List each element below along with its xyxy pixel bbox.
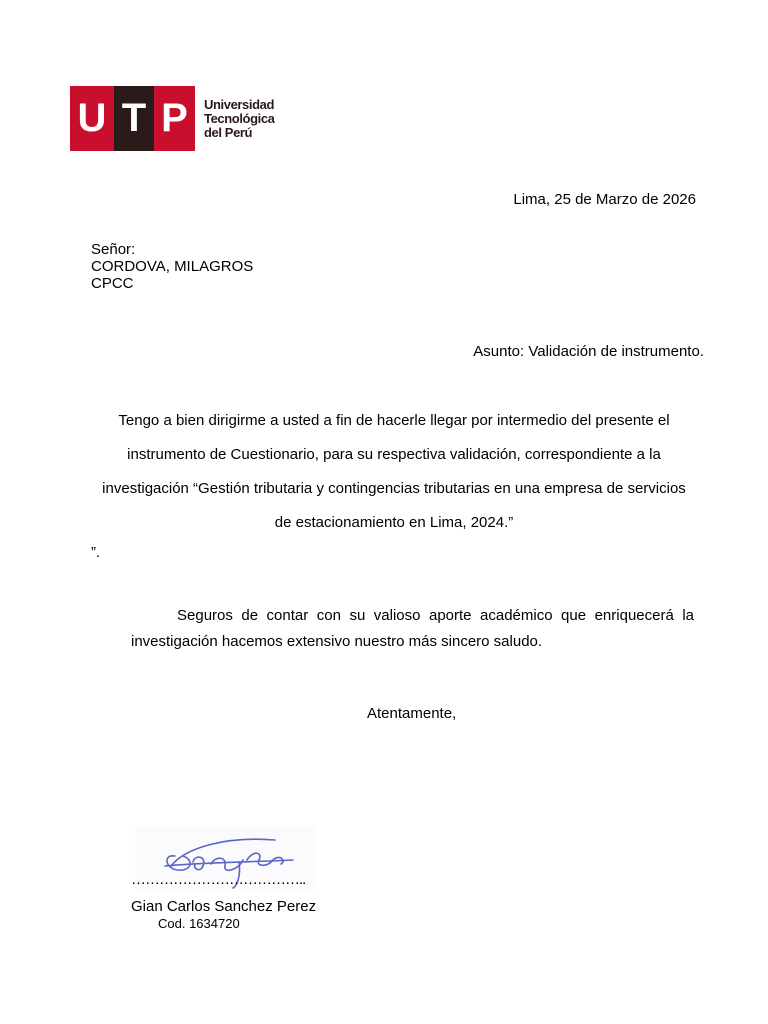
body-paragraph-2: Seguros de contar con su valioso aporte académico que enriquecerá la investigación hacemos extensivo nuestro más sincero saludo. [131, 607, 694, 650]
stray-quote-mark: ”. [91, 544, 101, 561]
logo-university-name [204, 86, 275, 151]
letter-date: Lima, 25 de Marzo de 2026 [513, 191, 696, 208]
recipient-salutation: Señor: [91, 241, 136, 258]
recipient-block [91, 241, 253, 292]
paragraph-1-line: instrumento de Cuestionario, para su respectiva validación, correspondiente a la [127, 446, 661, 463]
paragraph-1-line: de estacionamiento en Lima, 2024.” [274, 514, 514, 531]
logo-letter-u: U [70, 86, 114, 151]
recipient-name: CORDOVA, MILAGROS [91, 258, 254, 275]
paragraph-1-line: investigación “Gestión tributaria y contingencias tributarias en una empresa de servicios [102, 480, 686, 497]
signer-name: Gian Carlos Sanchez Perez [131, 898, 317, 915]
recipient-title: CPCC [91, 275, 134, 292]
logo-letter-p: P [154, 86, 195, 151]
logo-name-line-1: Universidad [204, 96, 275, 112]
body-paragraph-1 [90, 404, 698, 540]
signature-line: ……………………………….. [131, 871, 306, 888]
logo-letter-t: T [114, 86, 154, 151]
letter-closing: Atentamente, [367, 705, 457, 722]
letter-subject: Asunto: Validación de instrumento. [473, 343, 704, 360]
paragraph-1-line: Tengo a bien dirigirme a usted a fin de hacerle llegar por intermedio del presente el [118, 412, 670, 429]
logo-name-line-3: del Perú [204, 124, 253, 140]
logo-name-line-2: Tecnológica [204, 110, 275, 126]
signer-code: Cod. 1634720 [158, 916, 240, 931]
utp-logo [70, 86, 275, 151]
